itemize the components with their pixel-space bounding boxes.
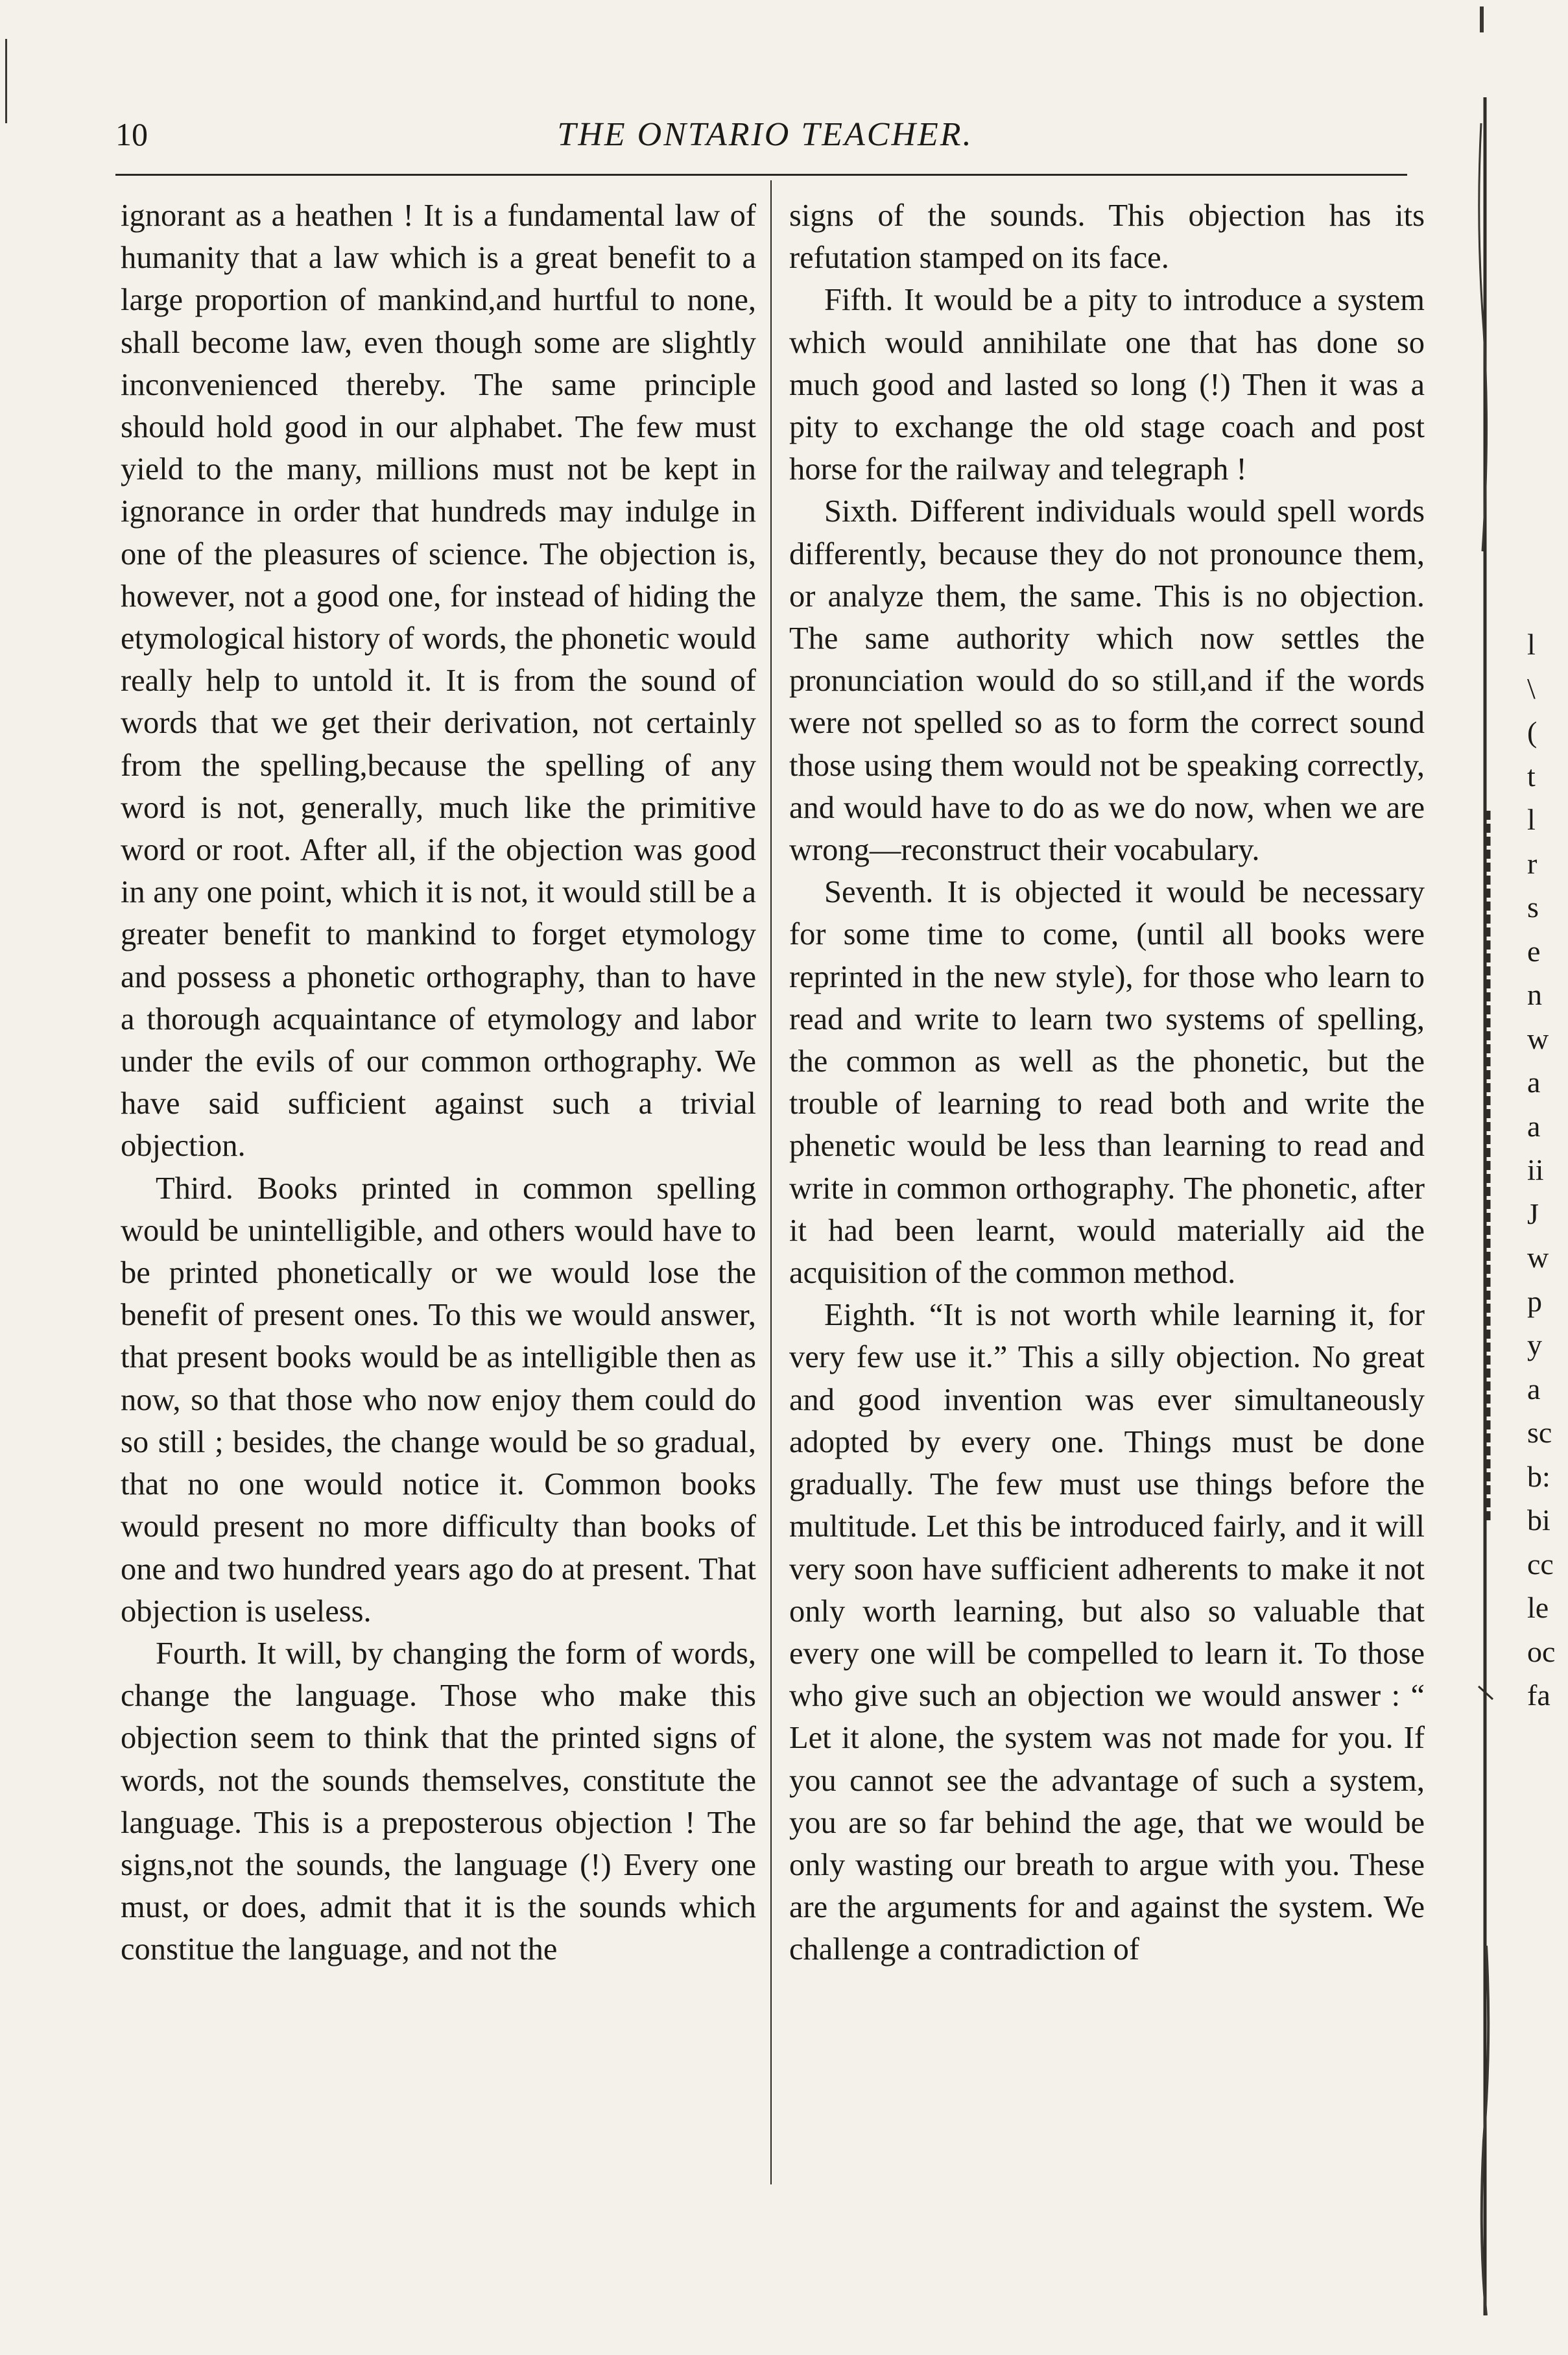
margin-letter: b: (1527, 1459, 1550, 1493)
margin-letter: le (1527, 1591, 1549, 1624)
margin-letter: l (1527, 803, 1536, 836)
column-divider (770, 180, 772, 2184)
margin-letter: e (1527, 934, 1541, 968)
header-rule (115, 174, 1407, 176)
binding-edge-graphic (1472, 97, 1498, 2315)
margin-letter: y (1527, 1328, 1542, 1361)
left-paragraph-2: Third. Books printed in common spelling would be unintelligible, and others would have to be printed phonetically or we would lose the benefit of present ones. To this we would answer, that present books would be as intelligible then as now, so that those who now enjoy them could do so still ; besides, the change would be so gradual, that no one would notice it. Common books would present no more difficulty than books of one and two hundred years ago do at present. That objection is useless. (121, 1171, 756, 1629)
margin-letter: a (1527, 1066, 1541, 1099)
right-column (789, 195, 1425, 2192)
margin-letter: a (1527, 1109, 1541, 1143)
margin-letter: oc (1527, 1634, 1556, 1668)
right-paragraph-1: signs of the sounds. This objection has its refutation stamped on its face. (789, 198, 1425, 276)
margin-letter: t (1527, 759, 1536, 793)
left-edge-mark (5, 39, 7, 123)
margin-letter: p (1527, 1284, 1542, 1318)
margin-letter: w (1527, 1022, 1549, 1055)
margin-letter: bi (1527, 1503, 1550, 1536)
right-paragraph-4: Seventh. It is objected it would be necessary for some time to come, (until all books were reprinted in the new style), for those who learn to read and write to learn two systems of spelling, the common as well as the phonetic, but the trouble of learning to read both and write the phenetic would be less than learning to read and write in common orthography. The phonetic, after it had been learnt, would materially aid the acquisition of the common method. (789, 875, 1425, 1291)
margin-letter: fa (1527, 1679, 1550, 1712)
margin-letter: a (1527, 1372, 1541, 1405)
margin-letter: cc (1527, 1547, 1554, 1581)
margin-letter: J (1527, 1197, 1539, 1230)
page-number: 10 (115, 116, 148, 152)
left-paragraph-3: Fourth. It will, by changing the form of words, change the language. Those who make this objection seem to think that the printed signs of words, not the sounds themselves, constitute the language. This is a preposterous objection ! The signs,not the sounds, the language (!) Every one must, or does, admit that it is the sounds which constitue the language, and not the (121, 1636, 756, 1967)
binding-edge (1472, 97, 1498, 2315)
left-column (121, 195, 756, 2192)
margin-letter: ii (1527, 1153, 1544, 1186)
margin-letter: r (1527, 846, 1538, 880)
margin-letter: l (1527, 628, 1536, 661)
margin-letter: s (1527, 891, 1539, 924)
edge-mark-top (1480, 6, 1484, 32)
margin-letter: sc (1527, 1416, 1552, 1449)
right-paragraph-3: Sixth. Different individuals would spell words differently, because they do not pronounce them, or analyze them, the same. This is no objection. The same authority which now settles the pronunciation would do so still,and if the words were not spelled so as to form the correct sound those using them would not be speaking correctly, and would have to do as we do now, when we are wrong—reconstruct their vocabulary. (789, 494, 1425, 868)
running-title: THE ONTARIO TEACHER. (557, 116, 973, 153)
margin-letter: n (1527, 978, 1542, 1011)
margin-bleed-letters (1527, 623, 1568, 1717)
left-paragraph-1: ignorant as a heathen ! It is a fundamental law of humanity that a law which is a great benefit to a large proportion of mankind,and hurtful to none, shall become law, even though some are slightly inconvenienced thereby. The same principle should hold good in our alphabet. The few must yield to the many, millions must not be kept in ignorance in order that hundreds may indulge in one of the pleasures of science. The objection is, however, not a good one, for instead of hiding the etymological history of words, the phonetic would really help to untold it. It is from the sound of words that we get their derivation, not certainly from the spelling,because the spelling of any word is not, generally, much like the primitive word or root. After all, if the objection was good in any one point, which it is not, it would still be a greater benefit to mankind to forget etymology and possess a phonetic orthography, than to have a thorough acquaintance of etymology and labor under the evils of our common orthography. We have said sufficient against such a trivial objection. (121, 198, 756, 1164)
page-header (0, 115, 1568, 167)
right-paragraph-5: Eighth. “It is not worth while learning it, for very few use it.” This a silly objection. No great and good invention was ever simultaneously adopted by every one. Things must be done gradually. The few must use things before the multitude. Let this be introduced fairly, and it will very soon have sufficient adherents to make it not only worth learning, but also so valuable that every one will be compelled to learn it. To those who give such an objection we would answer : “ Let it alone, the system was not made for you. If you cannot see the advantage of such a system, you are so far behind the age, that we would be only wasting our breath to argue with you. These are the arguments for and against the system. We challenge a contradiction of (789, 1298, 1425, 1967)
margin-letter: ( (1527, 715, 1538, 748)
right-paragraph-2: Fifth. It would be a pity to introduce a system which would annihilate one that has done so much good and lasted so long (!) Then it was a pity to exchange the old stage coach and post horse for the railway and telegraph ! (789, 283, 1425, 487)
margin-letter: w (1527, 1241, 1549, 1274)
margin-letter: \ (1527, 671, 1536, 705)
